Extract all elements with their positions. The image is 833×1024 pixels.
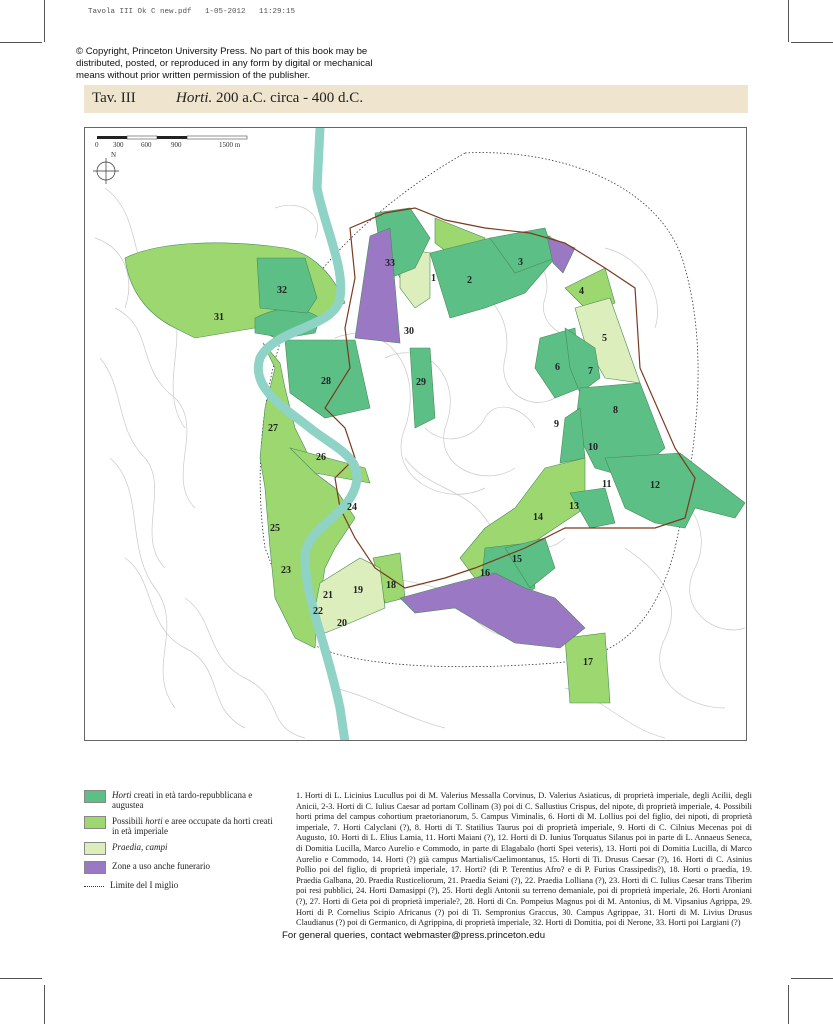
scale-label: 300 <box>113 141 124 149</box>
scale-label: 1500 m <box>219 141 241 149</box>
crop-mark <box>44 985 45 1024</box>
crop-mark <box>788 0 789 42</box>
scale-label: 900 <box>171 141 182 149</box>
map-frame <box>84 127 747 741</box>
legend-swatch <box>84 816 106 829</box>
area-label: 20 <box>337 618 347 629</box>
legend-label: creati in età tardo-repubblicana e augustea <box>112 790 253 810</box>
area-label: 11 <box>602 479 612 490</box>
crop-mark <box>0 42 42 43</box>
legend-label: e aree occupate da horti creati in età imperiale <box>112 816 273 836</box>
area-label: 29 <box>416 377 426 388</box>
area-label: 5 <box>602 333 607 344</box>
area-label: 28 <box>321 376 331 387</box>
area-label: 3 <box>518 257 523 268</box>
area-label: 23 <box>281 565 291 576</box>
map-zone-horti <box>605 453 745 528</box>
legend-item-horti <box>84 790 279 810</box>
area-label: 12 <box>650 480 660 491</box>
area-label: 15 <box>512 554 522 565</box>
page-title <box>176 90 363 107</box>
crop-mark <box>788 985 789 1024</box>
area-label: 19 <box>353 585 363 596</box>
area-label: 16 <box>480 568 490 579</box>
copyright-notice: © Copyright, Princeton University Press. No part of this book may be distributed, posted, or reproduced in any form by digital or mechanical means without prior written permission of the publisher. <box>76 46 373 81</box>
title-bar <box>84 85 748 113</box>
area-label: 6 <box>555 362 560 373</box>
area-label: 31 <box>214 312 224 323</box>
plate-number: Tav. III <box>92 90 136 106</box>
area-label: 10 <box>588 442 598 453</box>
area-label: 8 <box>613 405 618 416</box>
north-arrow-icon <box>93 151 119 184</box>
scale-label: 600 <box>141 141 152 149</box>
area-label: 22 <box>313 606 323 617</box>
area-label: 18 <box>386 580 396 591</box>
area-label: 26 <box>316 452 326 463</box>
map-canvas <box>85 128 747 741</box>
legend-label-italic: Horti <box>112 790 132 800</box>
legend-item-possibili <box>84 816 279 836</box>
area-label: 4 <box>579 286 584 297</box>
crop-mark <box>791 42 833 43</box>
area-label: 2 <box>467 275 472 286</box>
area-label: 30 <box>404 326 414 337</box>
legend-label-italic: horti <box>145 816 163 826</box>
legend-swatch <box>84 842 106 855</box>
title-name: Horti. <box>176 90 213 106</box>
scale-label: 0 <box>95 141 99 149</box>
legend-item-praedia <box>84 842 279 855</box>
footer-contact: For general queries, contact webmaster@press.princeton.edu <box>282 930 546 941</box>
area-label: 24 <box>347 502 357 513</box>
legend-swatch-dotted <box>84 880 104 887</box>
scale-bar <box>95 136 247 149</box>
crop-mark <box>0 978 42 979</box>
legend-label-italic: Praedia, campi <box>112 842 168 852</box>
area-label: 27 <box>268 423 278 434</box>
map-legend <box>84 790 279 896</box>
map-zone-horti <box>410 348 435 428</box>
area-label: 25 <box>270 523 280 534</box>
map-zone-possibili <box>565 633 610 703</box>
map-zone-funerario <box>400 573 585 648</box>
legend-label: Limite del I miglio <box>110 880 179 890</box>
area-label: 7 <box>588 366 593 377</box>
legend-label: Zone a uso anche funerario <box>112 861 210 871</box>
north-label: N <box>111 151 117 159</box>
map-caption: 1. Horti di L. Licinius Lucullus poi di M. Valerius Messalla Corvinus, D. Valerius Asiaticus, di proprietà imperiale, degli Acilii, degli Anicii, 2-3. Horti di C. Iulius Caesar ad portam Collinam (3) poi di C. Sallustius Crispus, del nipote, di proprietà imperiale, 4. Possibili horti prima del campus cohortium praetorianorum, 5. Campus Viminalis, 6. Horti di M. Lollius poi del figlio, dei nipoti, di proprietà imperiale, 7. Horti Calyclani (?), 8. Horti di T. Statilius Taurus poi di proprietà imperiale, 9. Horti di C. Cilnius Mecenas poi di Augusto, 10. Horti di L. Elius Lamia, 11. Horti Maiani (?), 12. Horti di D. Iunius Torquatus Silanus poi in parte di L. Annaeus Seneca, di Domitia Lucilla, Marco Aurelio e Commodo, in parte di Elagabalo (horti Spei veteris), 13. Horti poi di Domitia Lucilla, di Marco Aurelio e Commodo, 14. Horti (?) già campus Martialis/Caelimontanus, 15. Horti di Ti. Drusus Caesar (?), 16. Horti di C. Asinius Pollio poi del figlio, di proprietà imperiale, 17. Horti? (di P. Terentius Afro? e di P. Furius Crassipedis?), 18. Horti o praedia, 19. Praedia Galbana, 20. Praedia Rusticeliorum, 21. Praedia Seiani (?), 22. Praedia Lolliana (?), 23. Horti di C. Iulius Caesar trans Tiberim poi resi pubblici, 24. Horti Damasippi (?), 25. Horti degli Antonii su terreno demaniale, poi di proprietà imperiale, 26. Horti Aroniani (?), 27. Horti di Geta poi di proprietà imperiale?, 28. Horti di Cn. Pompeius Magnus poi di M. Antonius, di M. Vipsanius Agrippa, 29. Horti di P. Cornelius Scipio Africanus (?) poi di Ti. Sempronius Graccus, 30. Campus Agrippae, 31. Horti di M. Livius Drusus Claudianus (?) poi di Germanico, di Agrippina, di proprietà imperiale, 32. Horti di Domitia, poi di Nerone, 33. Horti poi Largiani (?) <box>296 791 752 928</box>
area-label: 32 <box>277 285 287 296</box>
area-label: 14 <box>533 512 543 523</box>
file-header: Tavola III Ok C new.pdf 1-05-2012 11:29:15 <box>88 8 296 16</box>
legend-item-funerario <box>84 861 279 874</box>
legend-swatch <box>84 790 106 803</box>
area-label: 17 <box>583 657 593 668</box>
title-dates: 200 a.C. circa - 400 d.C. <box>216 90 364 106</box>
area-label: 9 <box>554 419 559 430</box>
area-label: 21 <box>323 590 333 601</box>
legend-item-limite <box>84 880 279 890</box>
area-label: 33 <box>385 258 395 269</box>
legend-label: Possibili <box>112 816 146 826</box>
crop-mark <box>44 0 45 42</box>
area-label: 1 <box>431 273 436 284</box>
legend-swatch <box>84 861 106 874</box>
crop-mark <box>791 978 833 979</box>
area-label: 13 <box>569 501 579 512</box>
